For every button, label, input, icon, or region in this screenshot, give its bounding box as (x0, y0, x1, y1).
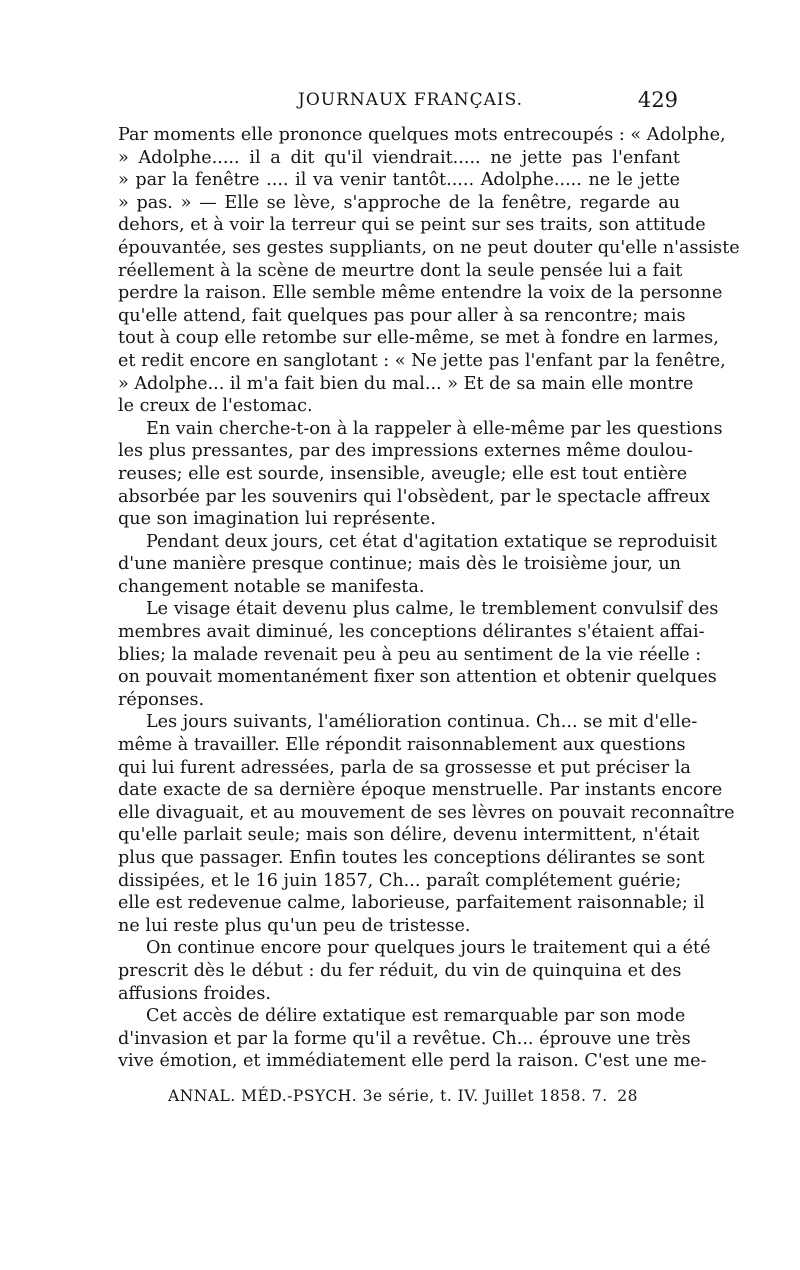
text-line: tout à coup elle retombe sur elle-même, se met à fondre en larmes, (118, 328, 719, 349)
text-line: prescrit dès le début : du fer réduit, du vin de quinquina et des (118, 960, 682, 981)
text-line: En vain cherche-t-on à la rappeler à elle-même par les questions (146, 418, 723, 439)
text-line: On continue encore pour quelques jours le traitement qui a été (146, 938, 711, 959)
footer-citation: ANNAL. MÉD.-PSYCH. 3e série, t. IV. Juillet 1858. 7. (168, 1087, 608, 1105)
text-line: affusions froides. (118, 983, 271, 1004)
text-line: qu'elle attend, fait quelques pas pour aller à sa rencontre; mais (118, 305, 686, 326)
text-line: on pouvait momentanément fixer son attention et obtenir quelques (118, 667, 717, 688)
text-line: » Adolphe... il m'a fait bien du mal... » Et de sa main elle montre (118, 373, 694, 394)
text-line: même à travailler. Elle répondit raisonnablement aux questions (118, 735, 686, 756)
text-line: Par moments elle prononce quelques mots entrecoupés : « Adolphe, (118, 125, 726, 145)
text-line: qui lui furent adressées, parla de sa grossesse et put préciser la (118, 757, 691, 778)
text-line: dissipées, et le 16 juin 1857, Ch... paraît complétement guérie; (118, 870, 682, 891)
text-line: ne lui reste plus qu'un peu de tristesse. (118, 915, 471, 936)
text-line: membres avait diminué, les conceptions délirantes s'étaient affai- (118, 622, 705, 643)
text-line: et redit encore en sanglotant : « Ne jette pas l'enfant par la fenêtre, (118, 350, 726, 371)
text-line: Cet accès de délire extatique est remarquable par son mode (146, 1006, 686, 1027)
text-line: réellement à la scène de meurtre dont la seule pensée lui a fait (118, 260, 683, 281)
text-line: » Adolphe..... il a dit qu'il viendrait..... ne jette pas l'enfant (118, 147, 680, 168)
text-line: plus que passager. Enfin toutes les conceptions délirantes se sont (118, 848, 705, 868)
text-line: d'une manière presque continue; mais dès le troisième jour, un (118, 554, 682, 575)
text-line: date exacte de sa dernière époque menstruelle. Par instants encore (118, 780, 723, 801)
running-head (118, 90, 678, 116)
text-line: » pas. » — Elle se lève, s'approche de la fenêtre, regarde au (118, 192, 680, 213)
text-line: les plus pressantes, par des impressions externes même doulou- (118, 441, 693, 462)
text-line: elle est redevenue calme, laborieuse, parfaitement raisonnable; il (118, 893, 705, 914)
text-line: blies; la malade revenait peu à peu au sentiment de la vie réelle : (118, 644, 702, 665)
text-line: réponses. (118, 689, 205, 710)
text-line: Pendant deux jours, cet état d'agitation extatique se reproduisit (146, 531, 718, 552)
text-line: vive émotion, et immédiatement elle perd la raison. C'est une me- (118, 1051, 707, 1072)
text-line: d'invasion et par la forme qu'il a revêtue. Ch... éprouve une très (118, 1028, 691, 1049)
text-line: Les jours suivants, l'amélioration continua. Ch... se mit d'elle- (146, 712, 698, 733)
signature-mark: 28 (617, 1087, 638, 1105)
text-line: le creux de l'estomac. (118, 396, 313, 417)
running-title: JOURNAUX FRANÇAIS. (298, 90, 524, 110)
text-line: » par la fenêtre .... il va venir tantôt..... Adolphe..... ne le jette (118, 170, 680, 191)
page-number: 429 (637, 88, 678, 112)
text-line: Le visage était devenu plus calme, le tremblement convulsif des (146, 599, 719, 620)
text-line: épouvantée, ses gestes suppliants, on ne peut douter qu'elle n'assiste (118, 237, 740, 258)
text-line: changement notable se manifesta. (118, 576, 425, 597)
text-line: absorbée par les souvenirs qui l'obsèdent, par le spectacle affreux (118, 486, 711, 507)
text-line: elle divaguait, et au mouvement de ses lèvres on pouvait reconnaître (118, 802, 735, 823)
body-text (118, 124, 740, 1073)
text-line: perdre la raison. Elle semble même entendre la voix de la personne (118, 283, 723, 304)
text-line: dehors, et à voir la terreur qui se peint sur ses traits, son attitude (118, 215, 706, 236)
text-line: que son imagination lui représente. (118, 509, 436, 530)
footer (168, 1087, 638, 1105)
text-line: qu'elle parlait seule; mais son délire, devenu intermittent, n'était (118, 825, 700, 846)
text-line: reuses; elle est sourde, insensible, aveugle; elle est tout entière (118, 463, 688, 484)
